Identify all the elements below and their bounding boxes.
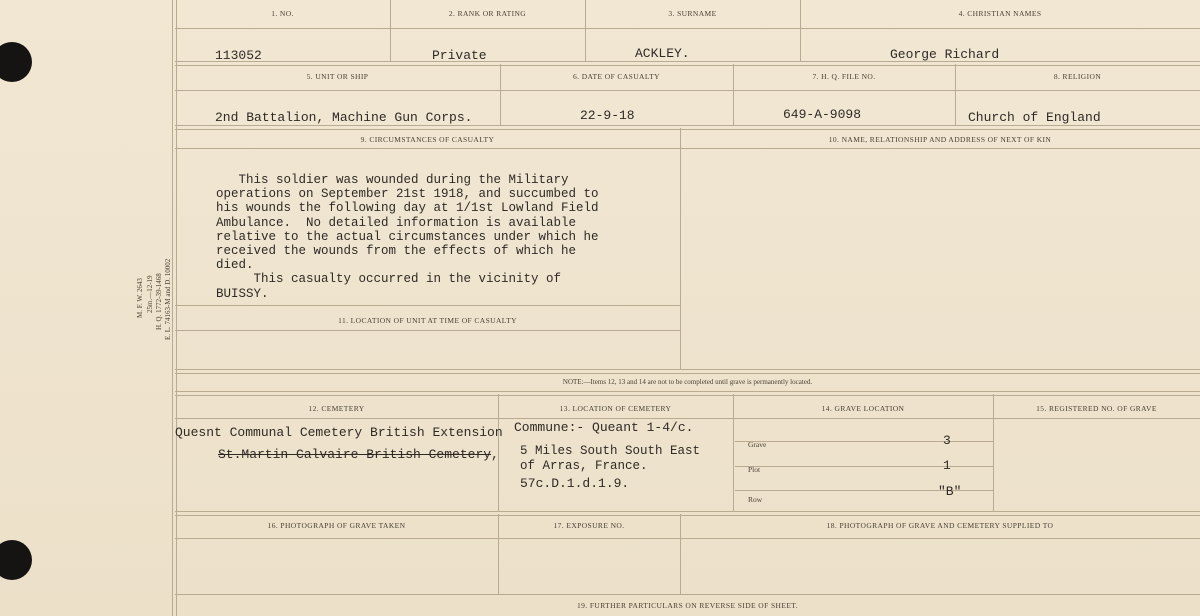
christian-names-value: George Richard	[890, 47, 1000, 62]
date-value: 22-9-18	[580, 108, 635, 123]
label-photograph: 16. PHOTOGRAPH OF GRAVE TAKEN	[267, 521, 406, 530]
circumstances-text: This soldier was wounded during the Military operations on September 21st 1918, and succumbed to his wounds the following day at 1/1st Lowland Field Ambulance. No detailed information is available relative to the actual circumstances under which he received the wounds from the effects of which he died. This casualty occurred in the vicinity of BUISSY.	[216, 173, 599, 301]
label-photograph-supplied: 18. PHOTOGRAPH OF GRAVE AND CEMETERY SUPPLIED TO	[826, 521, 1054, 530]
side-note: H. Q. 1772-39-1468	[155, 273, 163, 330]
cemetery-name: Quesnt Communal Cemetery British Extension	[175, 425, 503, 440]
label-date: 6. DATE OF CASUALTY	[573, 72, 660, 81]
commune-value: Commune:- Queant 1-4/c.	[514, 420, 694, 435]
footer-note: 19. FURTHER PARTICULARS ON REVERSE SIDE OF SHEET.	[576, 601, 798, 610]
label-religion: 8. RELIGION	[1053, 72, 1102, 81]
punch-hole-bottom	[0, 540, 32, 580]
label-grave-location: 14. GRAVE LOCATION	[821, 404, 905, 413]
side-note: M. F. W. 2643	[136, 278, 144, 318]
side-note: E. L. 74163-M and D. 10002	[164, 258, 172, 340]
label-cemetery: 12. CEMETERY	[308, 404, 365, 413]
cemetery-struck-text: St.Martin Calvaire British Cemetery	[218, 447, 492, 462]
label-file: 7. H. Q. FILE NO.	[812, 72, 876, 81]
note-text: NOTE:—Items 12, 13 and 14 are not to be completed until grave is permanently located.	[562, 378, 813, 386]
label-surname: 3. SURNAME	[668, 9, 717, 18]
rank-value: Private	[432, 48, 487, 63]
grave-number: 3	[943, 433, 951, 448]
label-christian: 4. CHRISTIAN NAMES	[958, 9, 1042, 18]
label-unit: 5. UNIT OR SHIP	[306, 72, 369, 81]
label-next-of-kin: 10. NAME, RELATIONSHIP AND ADDRESS OF NEXT OF KIN	[828, 135, 1052, 144]
file-number-value: 649-A-9098	[783, 107, 862, 122]
label-grave: Grave	[748, 440, 767, 449]
plot-number: 1	[943, 458, 951, 473]
label-cemetery-location: 13. LOCATION OF CEMETERY	[559, 404, 672, 413]
cemetery-name-crossed-out	[218, 447, 499, 462]
unit-value: 2nd Battalion, Machine Gun Corps.	[215, 110, 473, 125]
punch-hole-top	[0, 42, 32, 82]
label-location-of-unit: 11. LOCATION OF UNIT AT TIME OF CASUALTY	[338, 316, 517, 325]
side-note: 25m.—12-19	[146, 275, 154, 313]
label-row: Row	[748, 495, 763, 504]
label-exposure: 17. EXPOSURE NO.	[553, 521, 625, 530]
row-letter: "B"	[938, 484, 962, 499]
label-registered-no: 15. REGISTERED NO. OF GRAVE	[1036, 404, 1157, 413]
map-reference: 57c.D.1.d.1.9.	[520, 476, 630, 491]
surname-value: ACKLEY.	[635, 46, 690, 61]
label-circumstances: 9. CIRCUMSTANCES OF CASUALTY	[360, 135, 495, 144]
cemetery-struck-suffix: ,	[491, 447, 499, 462]
label-rank: 2. RANK OR RATING	[448, 9, 527, 18]
label-plot: Plot	[748, 465, 761, 474]
cemetery-distance: 5 Miles South South East of Arras, France.	[520, 444, 701, 473]
label-no: 1. NO.	[271, 9, 294, 18]
service-number: 113052	[215, 48, 262, 63]
religion-value: Church of England	[968, 110, 1101, 125]
